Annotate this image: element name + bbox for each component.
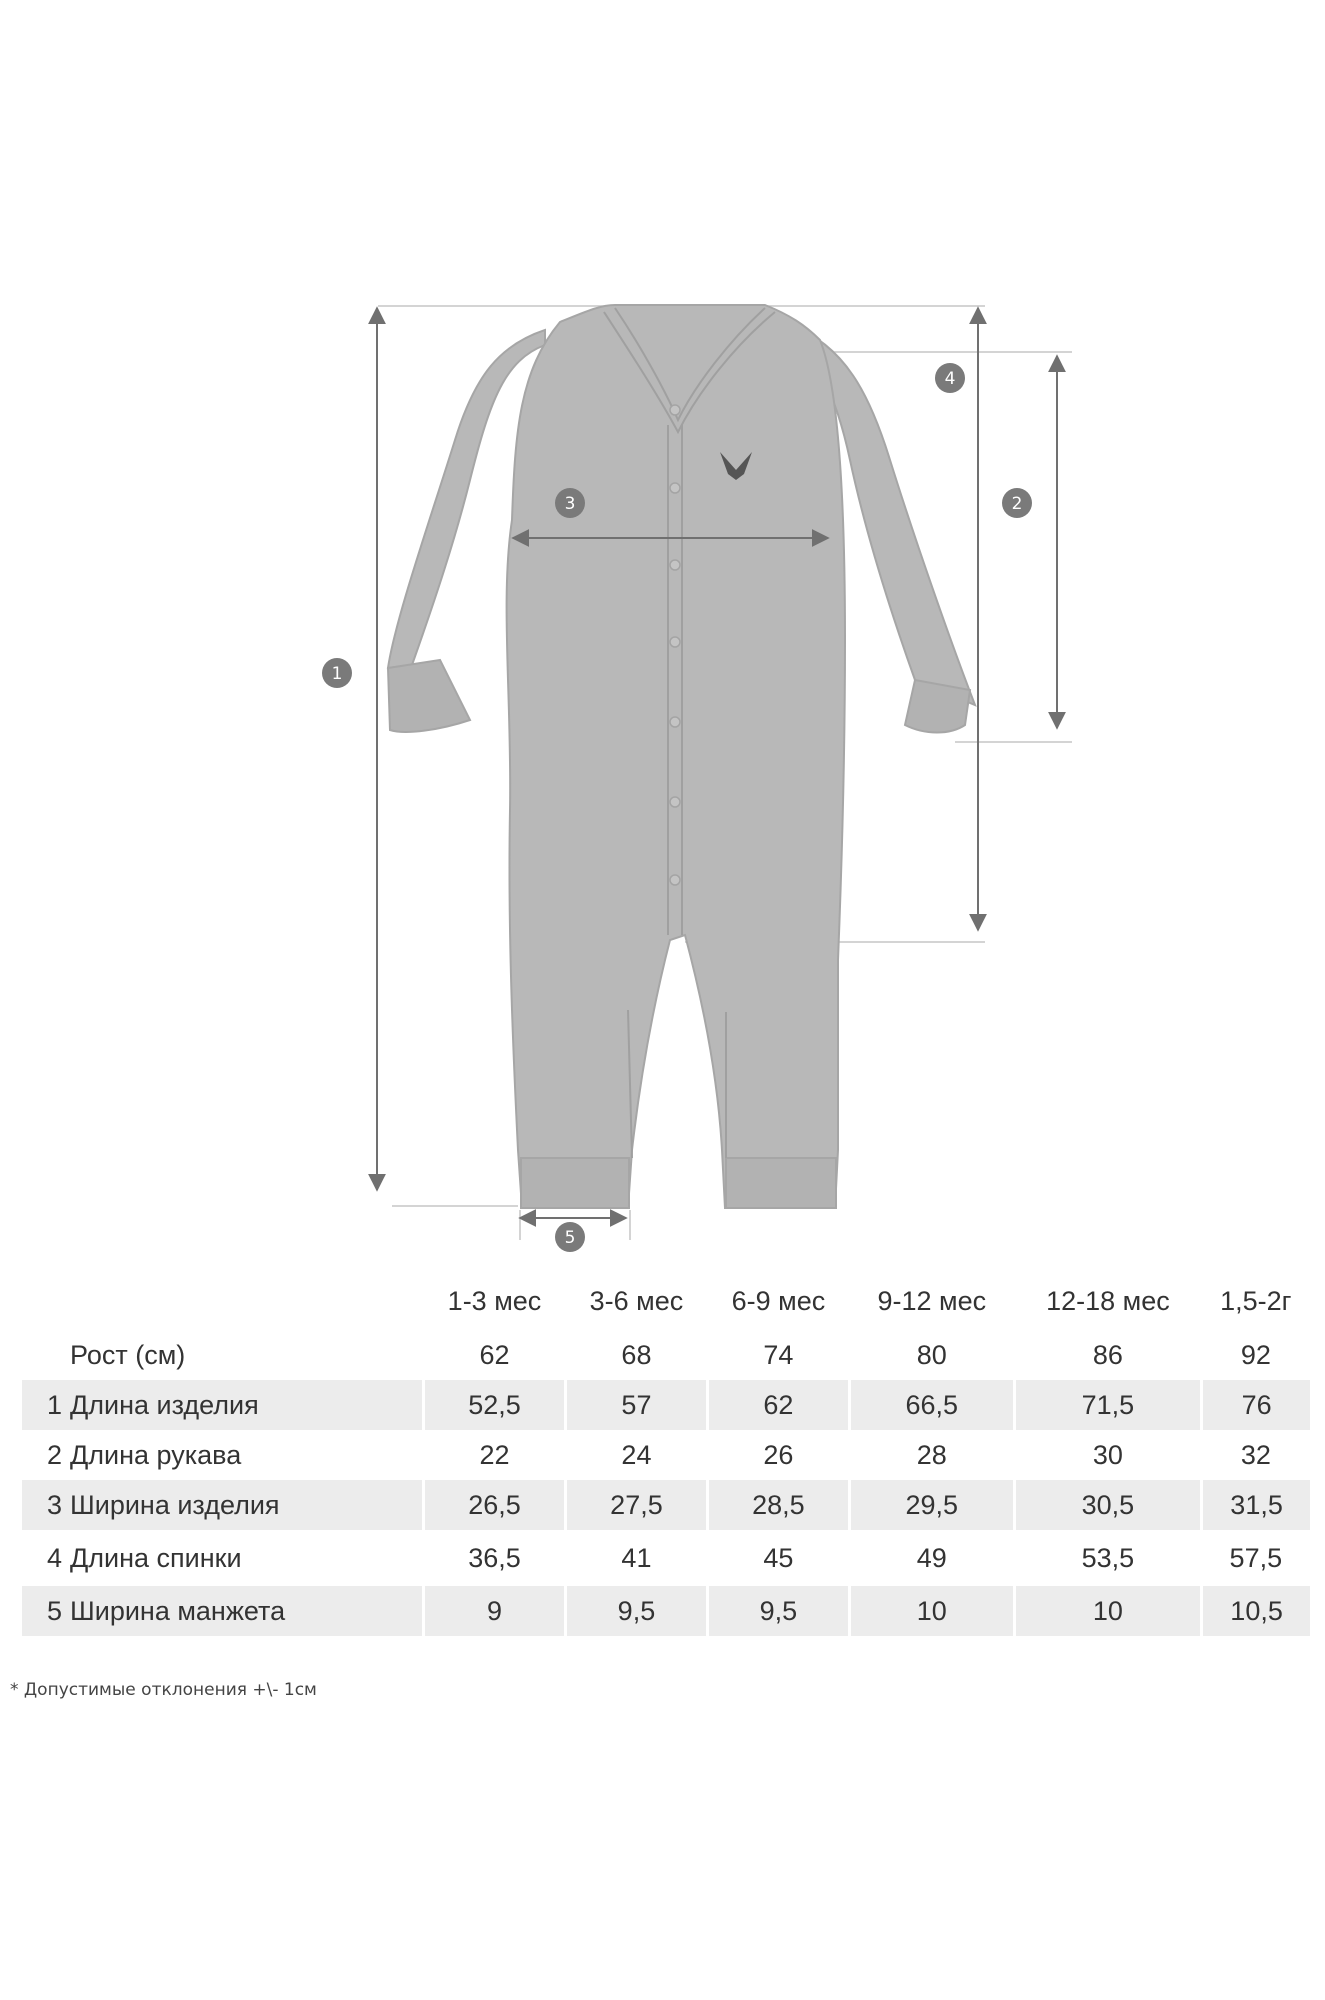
size-chart-table <box>22 1272 1310 1636</box>
marker-4-label: 4 <box>944 369 956 389</box>
row-label: Длина изделия <box>70 1380 424 1430</box>
marker-2-label: 2 <box>1011 494 1023 514</box>
cell-value: 57 <box>565 1380 707 1430</box>
cell-value: 26 <box>763 1439 794 1470</box>
marker-3 <box>555 488 585 518</box>
cell-value: 76 <box>1202 1380 1310 1430</box>
size-header: 9-12 мес <box>877 1285 987 1316</box>
cell-value: 36,5 <box>468 1542 521 1573</box>
cell-value: 29,5 <box>849 1480 1014 1530</box>
cell-value: 92 <box>1240 1339 1271 1370</box>
tolerance-footnote: * Допустимые отклонения +\- 1см <box>10 1680 317 1700</box>
cell-value: 68 <box>621 1339 652 1370</box>
cell-value: 30,5 <box>1014 1480 1202 1530</box>
row-number: 2 <box>46 1439 62 1470</box>
row-label: Ширина манжета <box>70 1586 424 1636</box>
cell-value: 31,5 <box>1202 1480 1310 1530</box>
cell-value: 74 <box>763 1339 794 1370</box>
cell-value: 86 <box>1092 1339 1123 1370</box>
cell-value: 49 <box>916 1542 947 1573</box>
cell-value: 30 <box>1092 1439 1123 1470</box>
header-empty-num <box>22 1272 70 1330</box>
size-header: 3-6 мес <box>589 1285 684 1316</box>
marker-2 <box>1002 488 1032 518</box>
cell-value: 10 <box>849 1586 1014 1636</box>
cell-value: 28 <box>916 1439 947 1470</box>
header-empty-label <box>70 1272 424 1330</box>
marker-1 <box>322 658 352 688</box>
cell-value: 10 <box>1014 1586 1202 1636</box>
cell-value: 22 <box>479 1439 510 1470</box>
cell-value: 80 <box>916 1339 947 1370</box>
table-row-cuff-width <box>22 1586 1310 1636</box>
marker-1-label: 1 <box>331 664 343 684</box>
table-row-height <box>22 1330 1310 1380</box>
row-number: 3 <box>22 1480 70 1530</box>
cell-value: 24 <box>621 1439 652 1470</box>
size-header: 12-18 мес <box>1046 1285 1170 1316</box>
cell-value: 45 <box>763 1542 794 1573</box>
size-header: 1,5-2г <box>1220 1285 1292 1316</box>
cell-value: 26,5 <box>424 1480 566 1530</box>
cell-value: 27,5 <box>565 1480 707 1530</box>
cell-value: 57,5 <box>1229 1542 1283 1573</box>
row-label: Ширина изделия <box>70 1480 424 1530</box>
marker-5-label: 5 <box>564 1228 576 1248</box>
size-header: 1-3 мес <box>447 1285 542 1316</box>
table-row-sleeve-length <box>22 1430 1310 1480</box>
row-number: 5 <box>22 1586 70 1636</box>
row-label: Длина спинки <box>70 1542 242 1573</box>
cell-value: 52,5 <box>424 1380 566 1430</box>
row-number: 4 <box>46 1542 62 1573</box>
cell-value: 53,5 <box>1081 1542 1135 1573</box>
cell-value: 71,5 <box>1014 1380 1202 1430</box>
table-row-back-length <box>22 1530 1310 1586</box>
cell-value: 9 <box>424 1586 566 1636</box>
cell-value: 9,5 <box>565 1586 707 1636</box>
table-row-product-width <box>22 1480 1310 1530</box>
cell-value: 9,5 <box>707 1586 849 1636</box>
marker-4 <box>935 363 965 393</box>
size-header: 6-9 мес <box>731 1285 826 1316</box>
cell-value: 62 <box>707 1380 849 1430</box>
row-label: Рост (см) <box>70 1339 186 1370</box>
marker-3-label: 3 <box>564 494 576 514</box>
table-row-product-length <box>22 1380 1310 1430</box>
row-number <box>22 1330 70 1380</box>
cell-value: 32 <box>1240 1439 1271 1470</box>
row-number: 1 <box>22 1380 70 1430</box>
cell-value: 62 <box>479 1339 510 1370</box>
cell-value: 41 <box>621 1542 652 1573</box>
cell-value: 10,5 <box>1202 1586 1310 1636</box>
row-label: Длина рукава <box>70 1439 242 1470</box>
cell-value: 28,5 <box>707 1480 849 1530</box>
marker-5 <box>555 1222 585 1252</box>
cell-value: 66,5 <box>849 1380 1014 1430</box>
size-header-row <box>22 1272 1310 1330</box>
